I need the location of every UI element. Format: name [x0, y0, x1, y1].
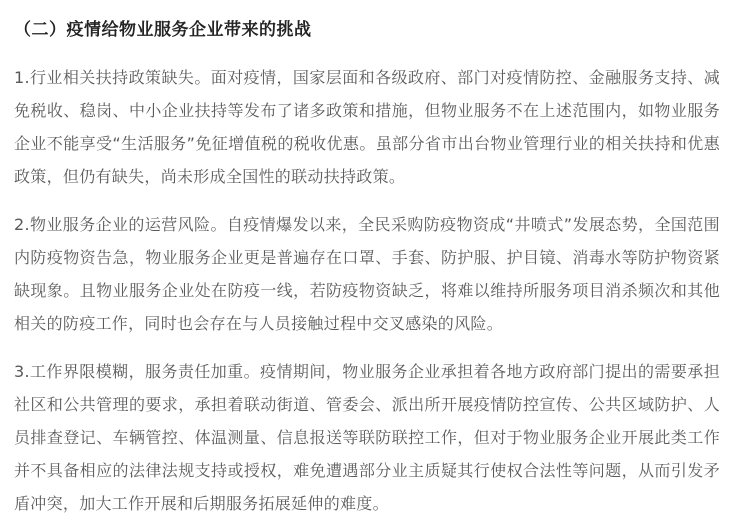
paragraph-policy-support-gap: 1.行业相关扶持政策缺失。面对疫情，国家层面和各级政府、部门对疫情防控、金融服务支持、减免税收、稳岗、中小企业扶持等发布了诸多政策和措施，但物业服务不在上述范围内，如物业服务企业不能享受“生活服务”免征增值税的税收优惠。虽部分省市出台物业管理行业的相关扶持和优惠政策，但仍有缺失，尚未形成全国性的联动扶持政策。	[14, 68, 720, 186]
section-heading: （二）疫情给物业服务企业带来的挑战	[14, 20, 312, 40]
paragraph-operation-risk: 2.物业服务企业的运营风险。自疫情爆发以来，全民采购防疫物资成“井喷式”发展态势，全国范围内防疫物资告急，物业服务企业更是普遍存在口罩、手套、防护服、护目镜、消毒水等防护物资紧缺现象。且物业服务企业处在防疫一线，若防疫物资缺乏，将难以维持所服务项目消杀频次和其他相关的防疫工作，同时也会存在与人员接触过程中交叉感染的风险。	[14, 215, 720, 333]
paragraph-blurred-work-boundaries: 3.工作界限模糊，服务责任加重。疫情期间，物业服务企业承担着各地方政府部门提出的需要承担社区和公共管理的要求，承担着联动街道、管委会、派出所开展疫情防控宣传、公共区域防护、人员排查登记、车辆管控、体温测量、信息报送等联防联控工作，但对于物业服务企业开展此类工作并不具备相应的法律法规支持或授权，难免遭遇部分业主质疑其行使权合法性等问题，从而引发矛盾冲突，加大工作开展和后期服务拓展延伸的难度。	[14, 362, 720, 513]
